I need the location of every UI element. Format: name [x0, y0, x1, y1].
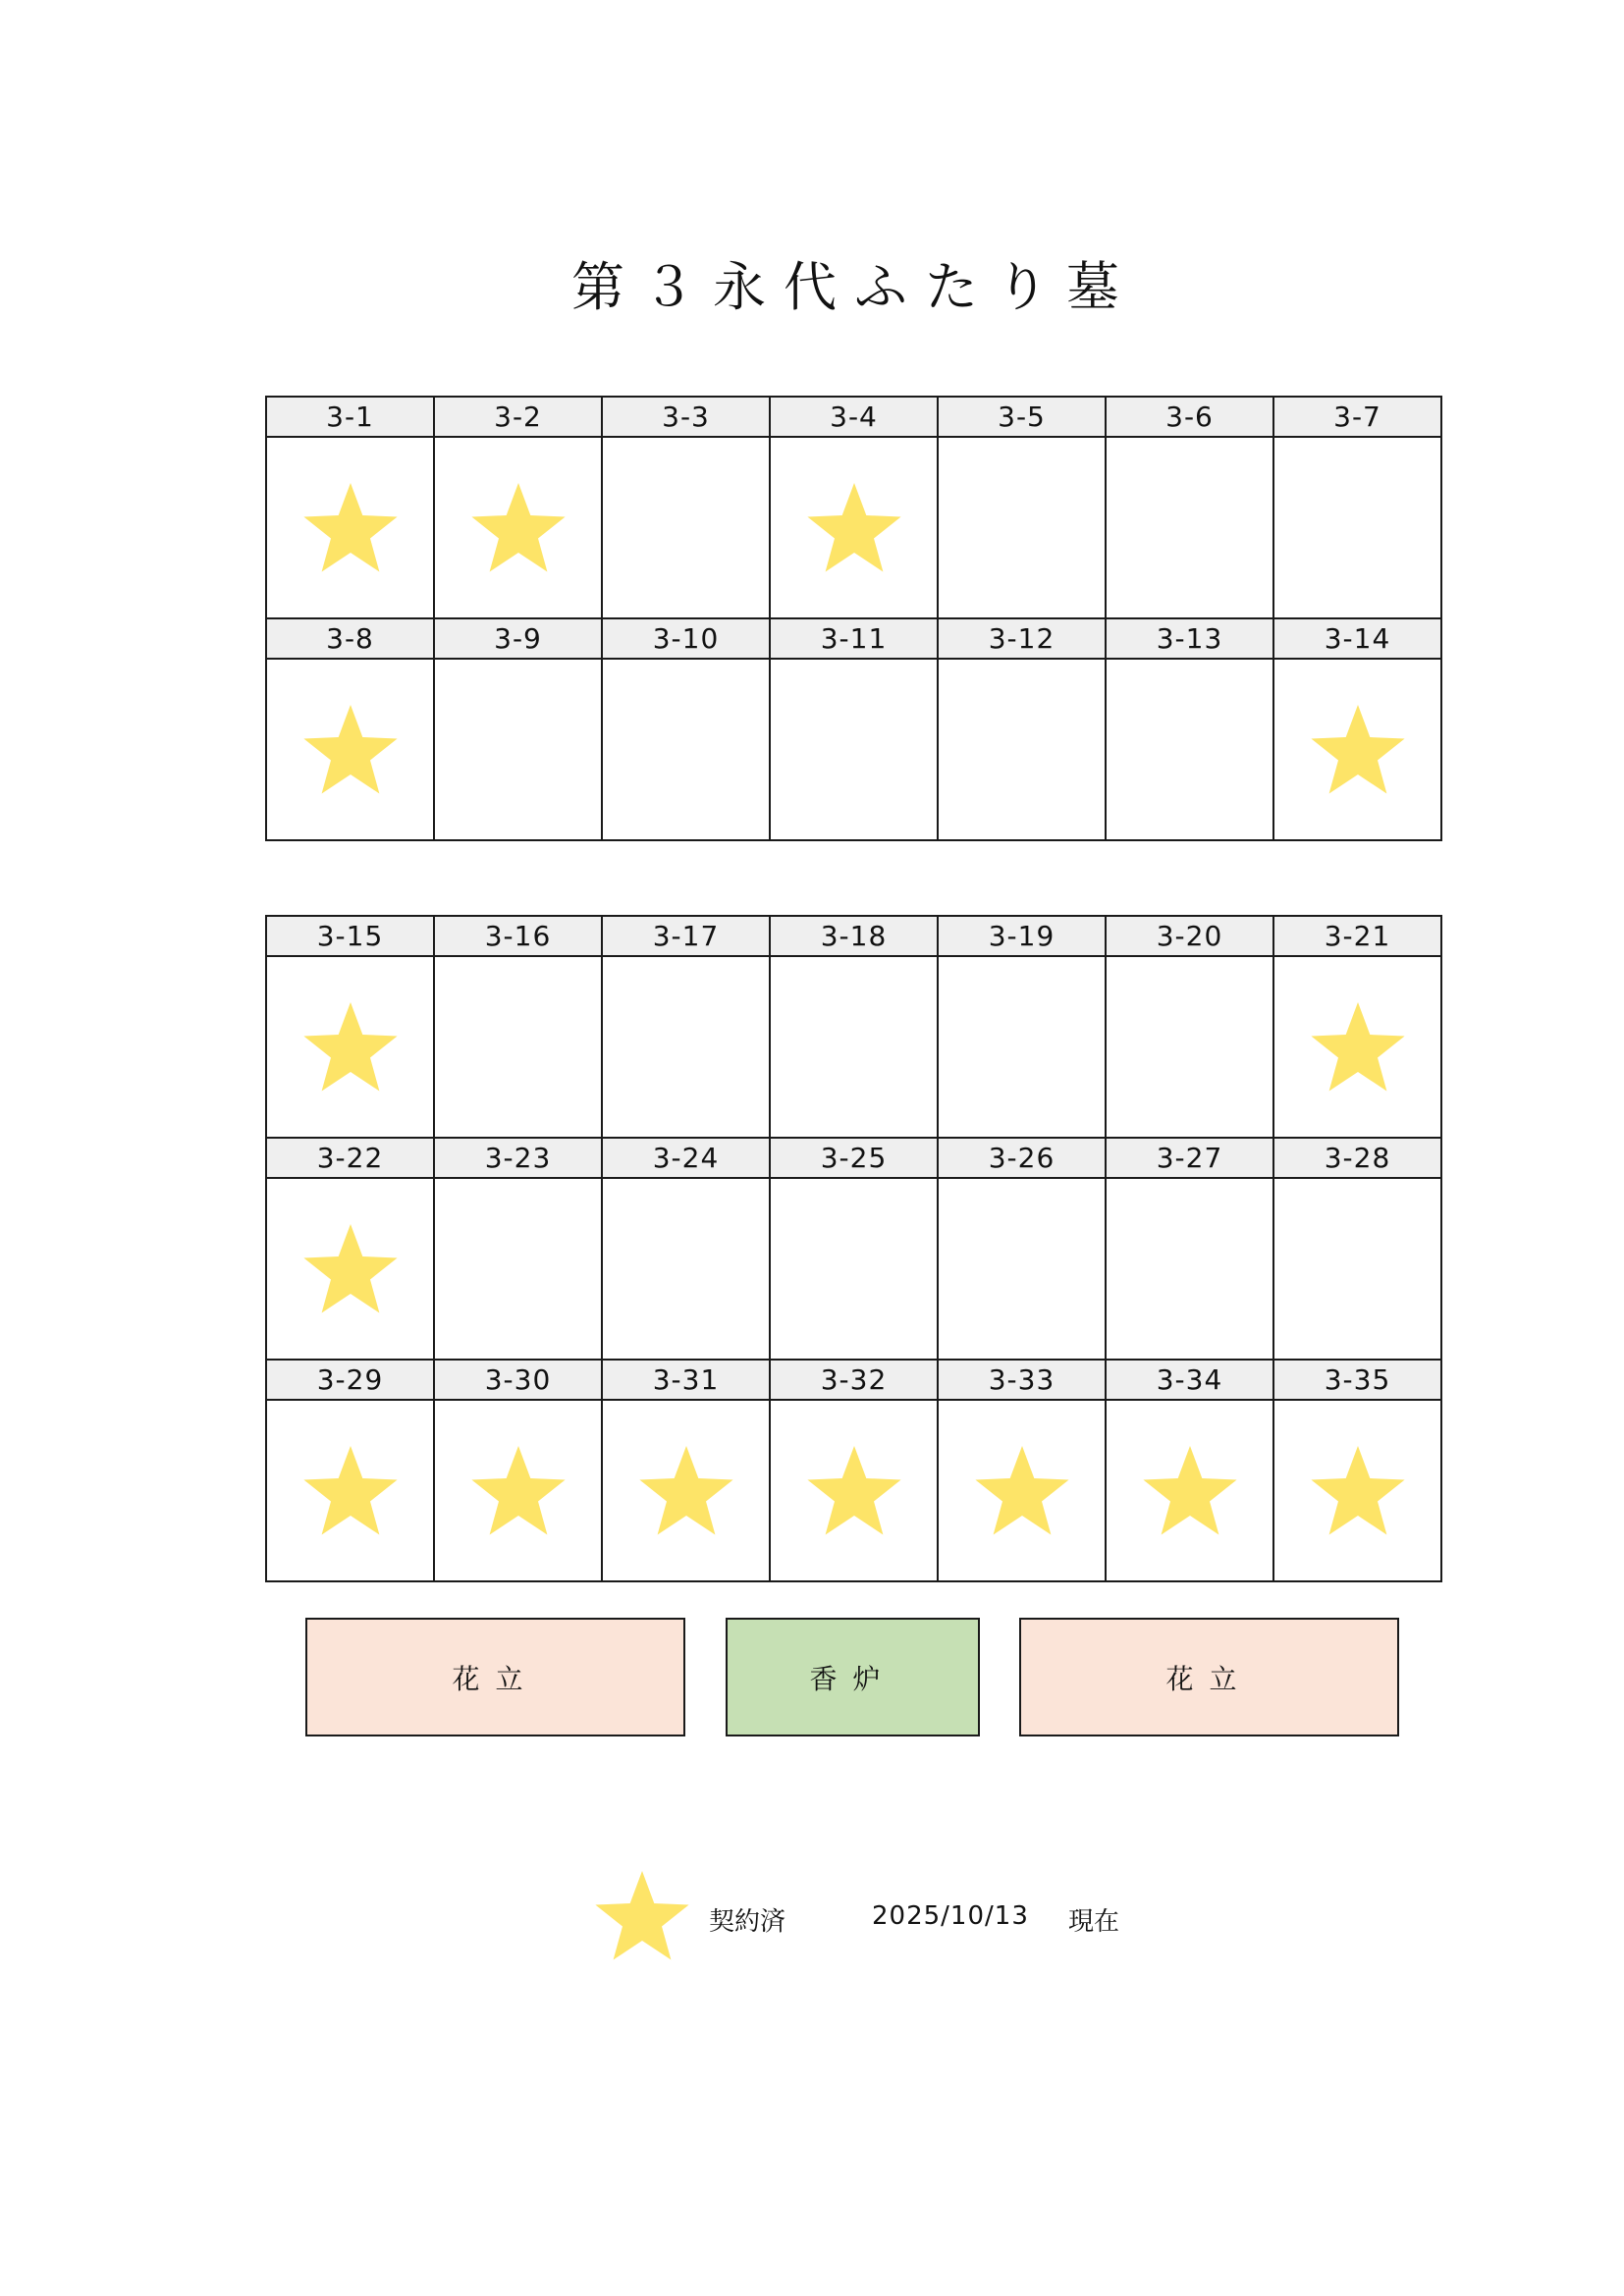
plot-cell — [1107, 917, 1274, 1139]
plot-area — [267, 1401, 433, 1580]
plot-area — [267, 660, 433, 839]
plot-cell — [1274, 917, 1442, 1139]
plot-area — [267, 438, 433, 617]
plot-number: 3-4 — [771, 398, 937, 438]
plot-area — [1107, 1401, 1272, 1580]
plot-number: 3-35 — [1274, 1361, 1440, 1401]
plot-number: 3-34 — [1107, 1361, 1272, 1401]
plot-area — [1274, 1179, 1440, 1359]
plot-cell — [1107, 398, 1274, 619]
legend-date: 2025/10/13 — [872, 1901, 1029, 1931]
plot-area — [603, 1401, 769, 1580]
plot-number: 3-26 — [939, 1139, 1105, 1179]
plot-cell — [939, 1139, 1107, 1361]
plot-area — [603, 660, 769, 839]
plot-number: 3-2 — [435, 398, 601, 438]
plot-area — [603, 957, 769, 1137]
plot-area — [1274, 660, 1440, 839]
plot-cell — [771, 917, 939, 1139]
plot-area — [435, 660, 601, 839]
star-icon — [301, 479, 400, 577]
plot-cell — [1107, 1361, 1274, 1582]
plot-cell — [603, 1139, 771, 1361]
plot-area — [771, 957, 937, 1137]
plot-number: 3-28 — [1274, 1139, 1440, 1179]
plot-cell — [771, 1361, 939, 1582]
plot-area — [1274, 438, 1440, 617]
star-icon — [469, 479, 568, 577]
legend-star-icon — [593, 1867, 691, 1965]
plot-area — [267, 1179, 433, 1359]
plot-cell — [435, 1361, 603, 1582]
plot-number: 3-11 — [771, 619, 937, 660]
star-icon — [805, 479, 903, 577]
plot-cell — [939, 1361, 1107, 1582]
plot-cell — [267, 1139, 435, 1361]
star-icon — [637, 1442, 735, 1540]
plot-area — [1107, 957, 1272, 1137]
plot-area — [771, 1401, 937, 1580]
plot-cell — [603, 619, 771, 841]
plot-cell — [435, 1139, 603, 1361]
plot-number: 3-7 — [1274, 398, 1440, 438]
plot-number: 3-29 — [267, 1361, 433, 1401]
plot-area — [1274, 957, 1440, 1137]
plot-area — [939, 1179, 1105, 1359]
plot-number: 3-12 — [939, 619, 1105, 660]
plot-number: 3-32 — [771, 1361, 937, 1401]
plot-cell — [603, 917, 771, 1139]
plot-cell — [267, 619, 435, 841]
plot-number: 3-1 — [267, 398, 433, 438]
plot-number: 3-19 — [939, 917, 1105, 957]
plot-number: 3-9 — [435, 619, 601, 660]
plot-cell — [771, 619, 939, 841]
plot-area — [939, 957, 1105, 1137]
plot-area — [435, 957, 601, 1137]
page-title: 第３永代ふたり墓 — [571, 256, 1137, 318]
plot-number: 3-22 — [267, 1139, 433, 1179]
star-icon — [301, 701, 400, 799]
plot-number: 3-21 — [1274, 917, 1440, 957]
plot-grid-bottom — [265, 915, 1442, 1582]
plot-cell — [435, 398, 603, 619]
plot-number: 3-13 — [1107, 619, 1272, 660]
star-icon — [1309, 998, 1407, 1096]
legend-date-suffix: 現在 — [1068, 1907, 1120, 1937]
star-icon — [301, 998, 400, 1096]
plot-cell — [435, 917, 603, 1139]
plot-number: 3-16 — [435, 917, 601, 957]
plot-number: 3-17 — [603, 917, 769, 957]
plot-area — [1274, 1401, 1440, 1580]
plot-cell — [1274, 398, 1442, 619]
plot-area — [939, 438, 1105, 617]
plot-cell — [603, 1361, 771, 1582]
plot-area — [435, 1401, 601, 1580]
plot-number: 3-31 — [603, 1361, 769, 1401]
plot-area — [435, 438, 601, 617]
plot-cell — [267, 1361, 435, 1582]
plot-cell — [771, 1139, 939, 1361]
plot-cell — [939, 398, 1107, 619]
plot-number: 3-25 — [771, 1139, 937, 1179]
plot-area — [939, 1401, 1105, 1580]
plot-number: 3-27 — [1107, 1139, 1272, 1179]
plot-number: 3-8 — [267, 619, 433, 660]
plot-area — [603, 1179, 769, 1359]
plot-number: 3-15 — [267, 917, 433, 957]
plot-number: 3-5 — [939, 398, 1105, 438]
plot-cell — [771, 398, 939, 619]
plot-cell — [1274, 619, 1442, 841]
plot-area — [267, 957, 433, 1137]
plot-number: 3-3 — [603, 398, 769, 438]
plot-area — [1107, 438, 1272, 617]
plot-cell — [267, 917, 435, 1139]
star-icon — [469, 1442, 568, 1540]
plot-number: 3-30 — [435, 1361, 601, 1401]
plot-number: 3-23 — [435, 1139, 601, 1179]
star-icon — [1309, 701, 1407, 799]
star-icon — [805, 1442, 903, 1540]
plot-area — [1107, 1179, 1272, 1359]
plot-area — [939, 660, 1105, 839]
plot-number: 3-20 — [1107, 917, 1272, 957]
star-icon — [1141, 1442, 1239, 1540]
plot-area — [771, 1179, 937, 1359]
incense-burner: 香炉 — [726, 1618, 980, 1736]
plot-cell — [1274, 1361, 1442, 1582]
star-icon — [301, 1220, 400, 1318]
star-icon — [973, 1442, 1071, 1540]
legend-label: 契約済 — [709, 1907, 786, 1937]
star-icon — [1309, 1442, 1407, 1540]
plot-area — [435, 1179, 601, 1359]
plot-number: 3-24 — [603, 1139, 769, 1179]
flower-stand-left: 花立 — [305, 1618, 685, 1736]
plot-number: 3-18 — [771, 917, 937, 957]
plot-area — [603, 438, 769, 617]
plot-cell — [939, 917, 1107, 1139]
plot-cell — [1107, 1139, 1274, 1361]
plot-cell — [435, 619, 603, 841]
plot-area — [771, 438, 937, 617]
plot-number: 3-14 — [1274, 619, 1440, 660]
plot-cell — [603, 398, 771, 619]
plot-number: 3-6 — [1107, 398, 1272, 438]
plot-area — [1107, 660, 1272, 839]
star-icon — [301, 1442, 400, 1540]
plot-grid-top — [265, 396, 1442, 841]
plot-number: 3-33 — [939, 1361, 1105, 1401]
plot-number: 3-10 — [603, 619, 769, 660]
flower-stand-right: 花立 — [1019, 1618, 1399, 1736]
plot-cell — [267, 398, 435, 619]
plot-cell — [1107, 619, 1274, 841]
plot-cell — [939, 619, 1107, 841]
plot-area — [771, 660, 937, 839]
plot-cell — [1274, 1139, 1442, 1361]
